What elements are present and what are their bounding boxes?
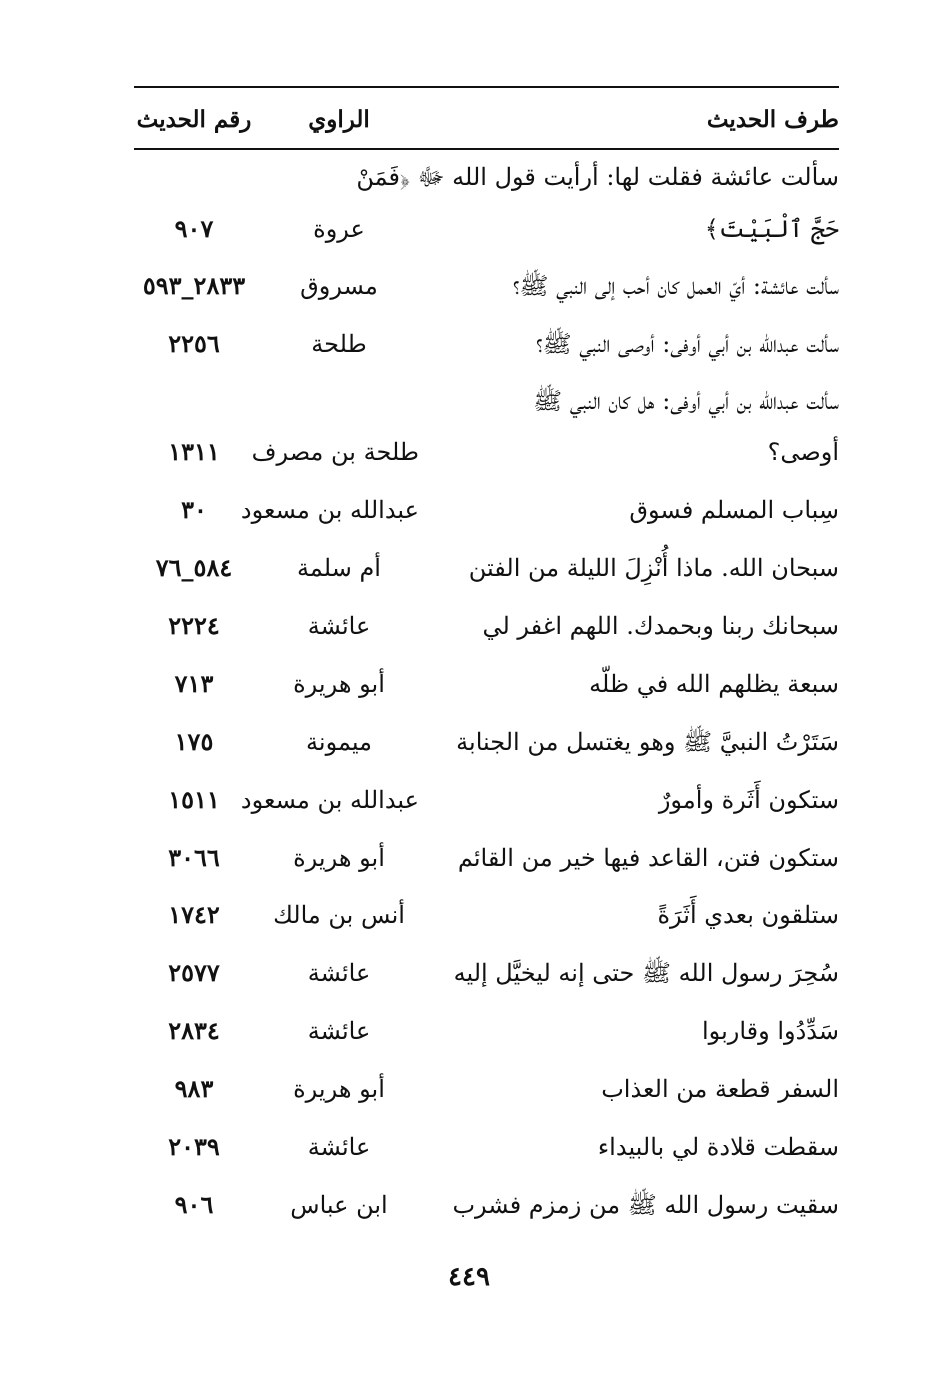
hadith-start: سبحان الله. ماذا أُنْزِلَ الليلة من الفتن bbox=[468, 554, 839, 582]
hadith-start: سُحِرَ رسول الله ﷺ حتى إنه ليخيَّل إليه bbox=[453, 959, 839, 987]
hadith-number: ٩٨٣ bbox=[174, 1074, 214, 1103]
narrator: أبو هريرة bbox=[293, 1075, 385, 1103]
top-rule bbox=[134, 86, 839, 88]
hadith-number: ٢٠٣٩ bbox=[168, 1132, 220, 1161]
table-row bbox=[134, 1123, 839, 1171]
narrator: أنس بن مالك bbox=[273, 901, 405, 929]
hadith-number: ٢٢٥٦ bbox=[168, 329, 220, 358]
hadith-start: سبعة يظلهم الله في ظلّه bbox=[589, 670, 839, 698]
table-row bbox=[134, 1007, 839, 1055]
hadith-number: ٧١٣ bbox=[174, 669, 214, 698]
narrator: ميمونة bbox=[306, 728, 372, 756]
hadith-number: ١٧٤٢ bbox=[168, 900, 220, 929]
hadith-start: السفر قطعة من العذاب bbox=[601, 1075, 839, 1103]
hadith-start: سقيت رسول الله ﷺ من زمزم فشرب bbox=[452, 1191, 839, 1219]
hadith-start: ستلقون بعدي أَثَرَةً bbox=[657, 901, 839, 929]
table-row bbox=[134, 834, 839, 882]
hadith-number: ١٧٥ bbox=[174, 727, 214, 756]
table-row bbox=[134, 544, 839, 592]
table-row bbox=[134, 949, 839, 997]
hadith-start: سبحانك ربنا وبحمدك. اللهم اغفر لي bbox=[482, 612, 839, 640]
narrator: عائشة bbox=[307, 1017, 371, 1045]
hadith-start: حَجَّ ٱلْبَيْتَ﴾ bbox=[704, 215, 839, 243]
narrator: أبو هريرة bbox=[293, 844, 385, 872]
hadith-start: سألت عائشة فقلت لها: أرأيت قول الله ﷻ ﴿فَمَنْ bbox=[356, 163, 839, 191]
hadith-number: ٩٠٧ bbox=[174, 214, 214, 243]
hadith-start: سألت عائشة: أيّ العمل كان أحب إلى النبي ﷺ؟ bbox=[512, 272, 839, 300]
narrator bbox=[259, 153, 419, 201]
hadith-start: سَتَرْتُ النبيَّ ﷺ وهو يغتسل من الجنابة bbox=[456, 728, 839, 756]
header-hadith-number: رقم الحديث bbox=[136, 106, 252, 133]
table-row bbox=[134, 262, 839, 310]
narrator bbox=[259, 377, 419, 425]
header-hadith-start: طرف الحديث bbox=[706, 106, 839, 133]
hadith-start: ستكون فتن، القاعد فيها خير من القائم bbox=[457, 844, 839, 872]
hadith-number: ٣٠٦٦ bbox=[168, 843, 220, 872]
narrator: طلحة bbox=[311, 330, 367, 358]
narrator: عائشة bbox=[307, 959, 371, 987]
hadith-start: أوصى؟ bbox=[767, 438, 839, 466]
narrator: أم سلمة bbox=[297, 554, 381, 582]
hadith-number bbox=[134, 153, 254, 201]
narrator: مسروق bbox=[300, 272, 378, 300]
table-row bbox=[134, 320, 839, 368]
hadith-number: ١٣١١ bbox=[168, 437, 220, 466]
table-row bbox=[134, 1065, 839, 1113]
hadith-number: ٢٨٣٤ bbox=[168, 1016, 220, 1045]
narrator: عائشة bbox=[307, 1133, 371, 1161]
hadith-number: ٣٠ bbox=[181, 495, 207, 524]
table-row bbox=[134, 153, 839, 201]
table-row bbox=[134, 486, 839, 534]
table-row bbox=[134, 205, 839, 253]
table-header bbox=[134, 94, 839, 146]
hadith-start: سألت عبدالله بن أبي أوفى: أوصى النبي ﷺ؟ bbox=[536, 330, 839, 358]
table-row bbox=[134, 891, 839, 939]
narrator: طلحة بن مصرف bbox=[251, 438, 419, 466]
narrator: عروة bbox=[313, 215, 365, 243]
hadith-number bbox=[134, 377, 254, 425]
hadith-number: ٩٠٦ bbox=[174, 1190, 214, 1219]
narrator: عائشة bbox=[307, 612, 371, 640]
narrator: أبو هريرة bbox=[293, 670, 385, 698]
hadith-number: ٢٥٧٧ bbox=[168, 958, 220, 987]
table-row bbox=[134, 377, 839, 425]
table-row bbox=[134, 660, 839, 708]
header-rule bbox=[134, 148, 839, 150]
hadith-start: ستكون أَثَرة وأمورٌ bbox=[658, 786, 839, 814]
table-row bbox=[134, 718, 839, 766]
hadith-start: سألت عبدالله بن أبي أوفى: هل كان النبي ﷺ bbox=[533, 387, 839, 415]
narrator: عبدالله بن مسعود bbox=[240, 786, 419, 814]
table-row bbox=[134, 776, 839, 824]
hadith-start: سَدِّدُوا وقاربوا bbox=[702, 1017, 839, 1045]
narrator: عبدالله بن مسعود bbox=[240, 496, 419, 524]
header-narrator: الراوي bbox=[308, 106, 370, 133]
page-number: ٤٤٩ bbox=[448, 1262, 490, 1292]
table-row bbox=[134, 428, 839, 476]
narrator: ابن عباس bbox=[290, 1191, 388, 1219]
hadith-start: سِباب المسلم فسوق bbox=[629, 496, 839, 524]
table-row bbox=[134, 602, 839, 650]
hadith-start: سقطت قلادة لي بالبيداء bbox=[597, 1133, 839, 1161]
hadith-number: ١٥١١ bbox=[168, 785, 220, 814]
hadith-number: ٥٨٤_٧٦ bbox=[155, 553, 233, 582]
hadith-number: ٢٨٣٣_٥٩٣ bbox=[142, 271, 246, 300]
hadith-number: ٢٢٢٤ bbox=[168, 611, 220, 640]
table-row bbox=[134, 1181, 839, 1229]
